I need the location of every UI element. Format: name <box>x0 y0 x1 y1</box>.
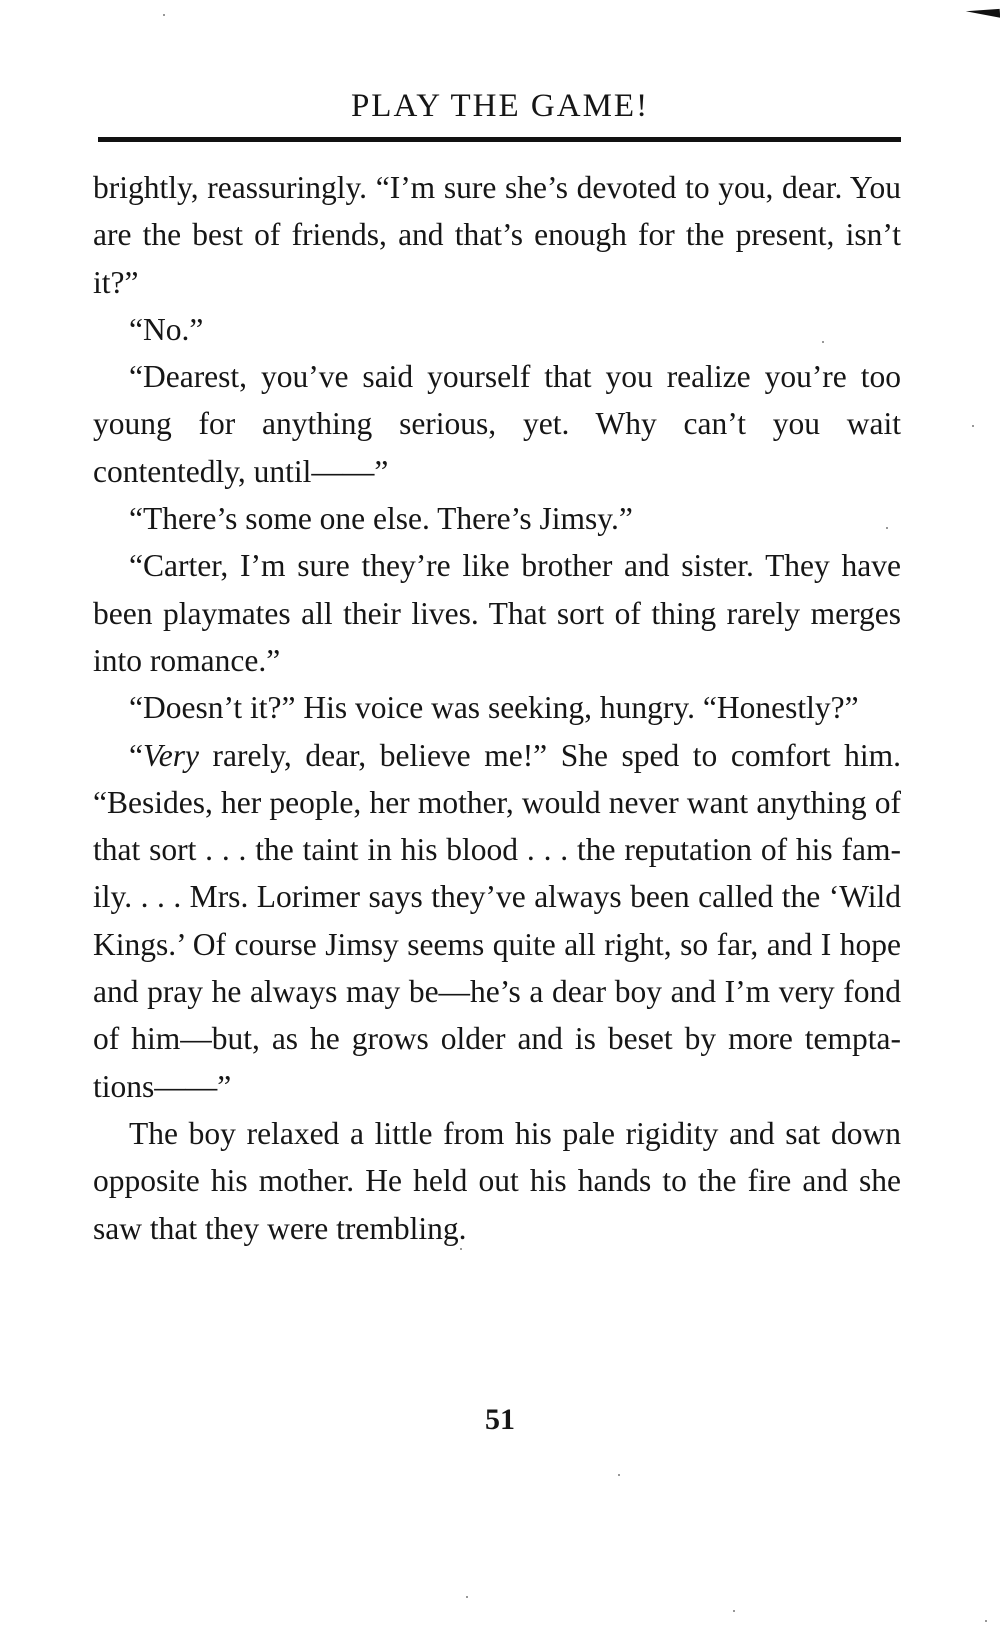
paper-speck <box>985 1620 987 1622</box>
paragraph-1: brightly, reassuringly. “I’m sure she’s devoted to you, dear. You are the best of friends, and that’s enough for the present, isn’t it?” <box>93 170 901 300</box>
paragraph-7-emphasis: Very <box>142 737 199 773</box>
page-number: 51 <box>485 1403 515 1436</box>
paper-speck <box>618 1474 620 1476</box>
paper-speck <box>163 14 165 16</box>
paper-speck <box>886 527 888 529</box>
header-rule <box>98 137 901 142</box>
paragraph-7-open-quote: “ <box>129 737 143 773</box>
paragraph-3: “Dearest, you’ve said yourself that you realize you’re too young for anything serious, yet. Why can’t you wait contentedly, until——” <box>93 359 901 489</box>
running-head: PLAY THE GAME! <box>350 88 650 124</box>
paragraph-7-text: rarely, dear, believe me!” She sped to comfort him. “Besides, her people, her mother, would never want anything of that sort . . . the taint in his blood . . . the reputation of his family. . . . Mrs. Lorimer says they’ve always been called the ‘Wild Kings.’ Of course Jimsy seems quite all right, so far, and I hope and pray he always may be—he’s a dear boy and I’m very fond of him—but, as he grows older and is beset by more temptations——” <box>93 737 901 1104</box>
paragraph-6: “Doesn’t it?” His voice was seeking, hungry. “Honestly?” <box>129 690 859 726</box>
paper-speck <box>466 1596 468 1598</box>
page-corner-mark <box>966 9 1000 20</box>
paper-speck <box>733 1610 735 1612</box>
body-text <box>93 164 901 1252</box>
paper-speck <box>972 425 974 427</box>
paragraph-5: “Carter, I’m sure they’re like brother and sister. They have been playmates all their lives. That sort of thing rarely merges into romance.” <box>93 548 901 678</box>
paragraph-7 <box>93 732 901 1110</box>
paragraph-4: “There’s some one else. There’s Jimsy.” <box>129 501 633 537</box>
paragraph-2: “No.” <box>129 311 204 347</box>
paper-speck <box>822 341 824 343</box>
paper-speck <box>460 1248 462 1250</box>
paragraph-8: The boy relaxed a little from his pale rigidity and sat down opposite his mother. He held out his hands to the fire and she saw that they were trembling. <box>93 1115 901 1246</box>
